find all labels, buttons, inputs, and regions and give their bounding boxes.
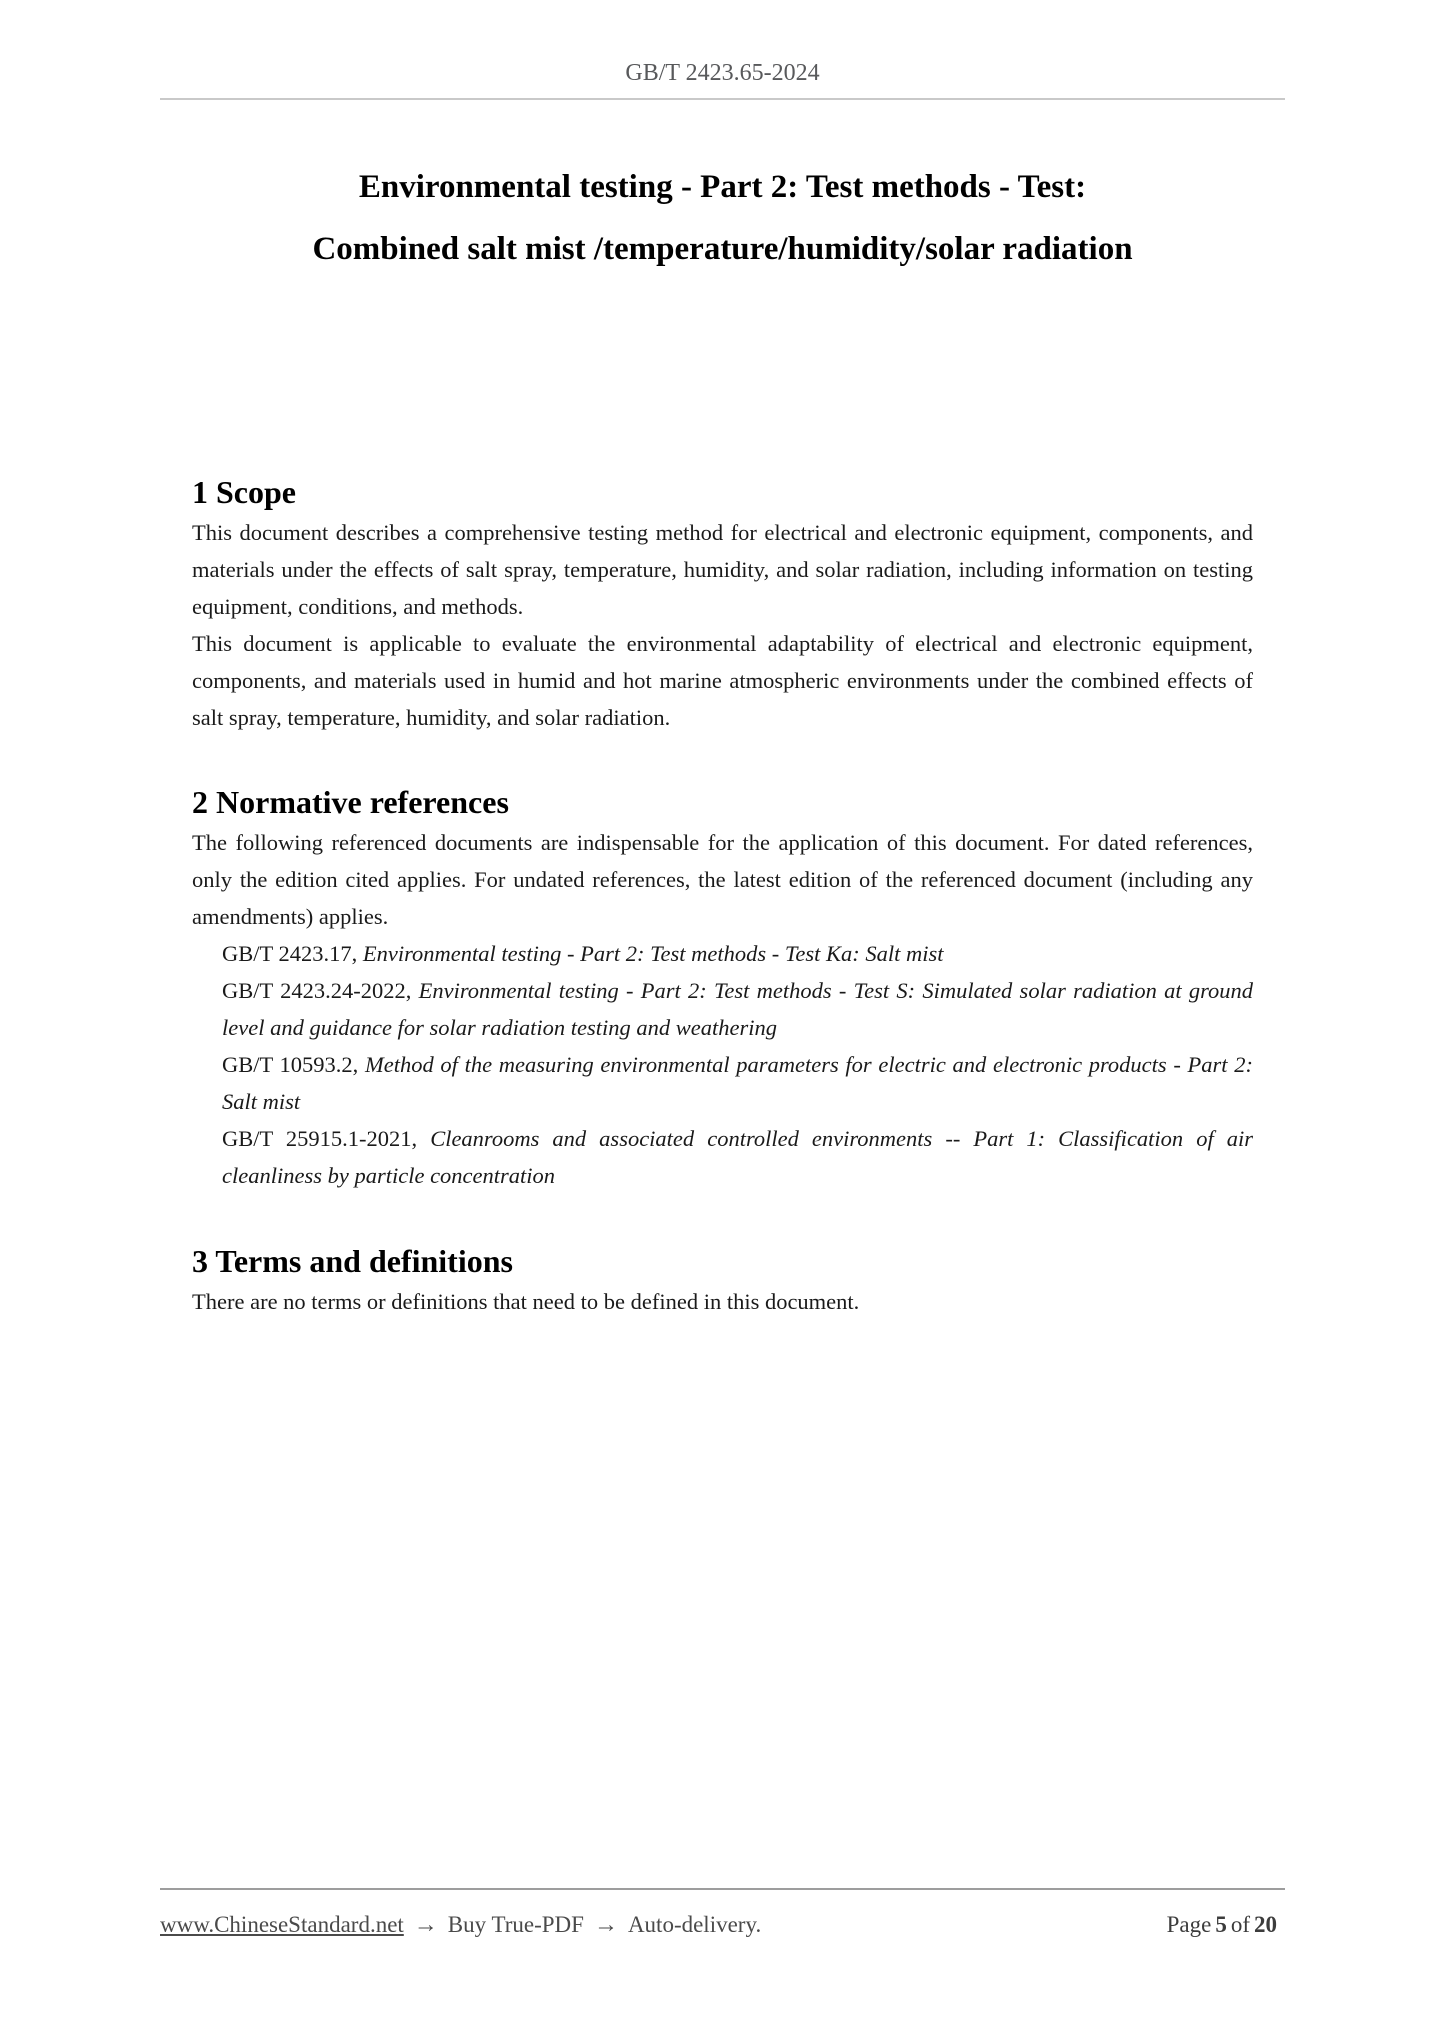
buy-true-pdf-label: Buy True-PDF [447,1912,584,1937]
website-link[interactable]: www.ChineseStandard.net [160,1912,404,1937]
current-page-number: 5 [1215,1912,1227,1937]
arrow-right-icon: → [593,1912,618,1938]
reference-code: GB/T 10593.2, [222,1052,359,1077]
document-title-line2: Combined salt mist /temperature/humidity/solar radiation [312,231,1133,267]
page-header [0,0,1445,88]
normative-references-heading: 2 Normative references [192,784,509,820]
scope-paragraph-1: This document describes a comprehensive testing method for electrical and electronic equipment, components, and materials under the effects of salt spray, temperature, humidity, and solar radiation, including information on testing equipment, conditions, and methods. [192,520,1253,619]
auto-delivery-label: Auto-delivery. [627,1912,762,1937]
terms-definitions-heading: 3 Terms and definitions [192,1243,513,1279]
reference-title: Environmental testing - Part 2: Test methods - Test Ka: Salt mist [362,941,944,966]
page-indicator [1167,1912,1285,1938]
scope-paragraph-2: This document is applicable to evaluate the environmental adaptability of electrical and electronic equipment, components, and materials used in humid and hot marine atmospheric environments under the combined effects of salt spray, temperature, humidity, and solar radiation. [192,631,1253,730]
footer-left [160,1912,761,1939]
reference-item [222,1120,1253,1194]
reference-item [222,935,1253,972]
doc-number: GB/T 2423.65-2024 [625,60,820,86]
normative-intro-paragraph: The following referenced documents are indispensable for the application of this document. For dated references, only the edition cited applies. For undated references, the latest edition of the referenced document (including any amendments) applies. [192,830,1253,929]
footer-row [160,1912,1285,1939]
reference-title: Environmental testing - Part 2: Test methods - Test S: Simulated solar radiation at ground level and guidance for solar radiation testing and weathering [222,978,1253,1040]
reference-code: GB/T 2423.24-2022, [222,978,412,1003]
document-title-line1: Environmental testing - Part 2: Test methods - Test: [358,169,1087,205]
page-content [192,470,1253,1320]
page-label: Page [1166,1912,1212,1937]
reference-item [222,972,1253,1046]
reference-code: GB/T 25915.1-2021, [222,1126,418,1151]
header-divider [160,98,1285,100]
of-label: of [1230,1912,1250,1937]
reference-title: Cleanrooms and associated controlled environments -- Part 1: Classification of air cleanliness by particle concentration [222,1126,1254,1188]
footer-divider [160,1888,1285,1890]
scope-heading: 1 Scope [192,474,296,510]
document-title [120,156,1325,280]
page-footer [160,1888,1285,1939]
reference-title: Method of the measuring environmental parameters for electric and electronic products - Part 2: Salt mist [222,1052,1253,1114]
terms-paragraph: There are no terms or definitions that need to be defined in this document. [192,1289,860,1314]
reference-code: GB/T 2423.17, [222,941,358,966]
arrow-right-icon: → [413,1912,438,1938]
reference-item [222,1046,1253,1120]
total-page-number: 20 [1254,1912,1277,1937]
